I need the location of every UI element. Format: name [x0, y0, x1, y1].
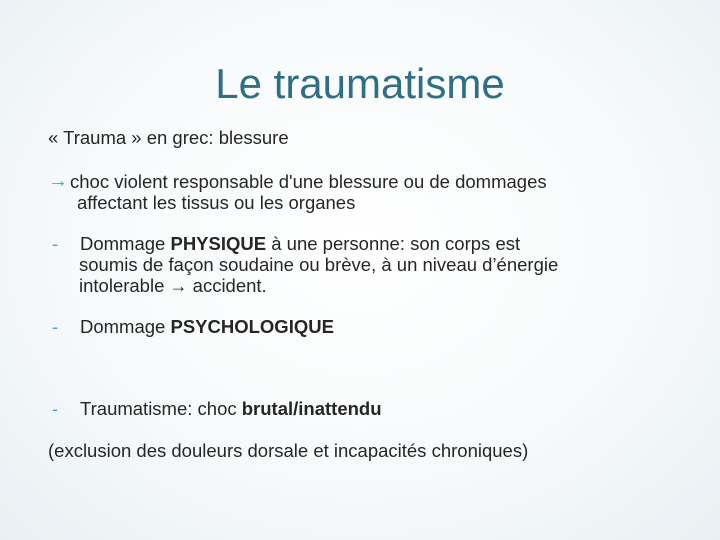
slide-title: Le traumatisme: [215, 60, 505, 107]
bullet-psychologique-pre: Dommage: [80, 316, 171, 337]
bullet-psychologique-bold: PSYCHOLOGIQUE: [170, 316, 334, 337]
bullet-traumatisme-pre: Traumatisme: choc: [80, 398, 242, 419]
bullet-traumatisme: [52, 398, 382, 419]
bullet-dash: -: [52, 398, 59, 419]
bullet-physique-pre: Dommage: [80, 233, 171, 254]
arrow-item-line2: affectant les tissus ou les organes: [77, 192, 356, 213]
bullet-traumatisme-bold: brutal/inattendu: [241, 398, 382, 419]
bullet-physique: [52, 233, 520, 254]
inline-arrow-icon: →: [169, 276, 188, 296]
footnote: (exclusion des douleurs dorsale et incapacités chroniques): [48, 440, 529, 461]
bullet-physique-line3: [79, 275, 267, 297]
bullet-dash: -: [52, 316, 59, 337]
bullet-physique-line2: soumis de façon soudaine ou brève, à un niveau d’énergie: [79, 254, 559, 275]
bullet-physique-line3-post: accident.: [187, 275, 267, 296]
bullet-physique-post: à une personne: son corps est: [266, 233, 521, 254]
arrow-item: [48, 171, 547, 192]
bullet-physique-bold: PHYSIQUE: [170, 233, 267, 254]
bullet-dash: -: [52, 233, 59, 254]
intro-line: « Trauma » en grec: blessure: [48, 127, 289, 148]
arrow-item-line1: choc violent responsable d'une blessure ou de dommages: [70, 171, 547, 192]
bullet-psychologique: [52, 316, 334, 337]
bullet-physique-line3-pre: intolerable: [79, 275, 170, 296]
right-arrow-icon: →: [48, 170, 68, 192]
